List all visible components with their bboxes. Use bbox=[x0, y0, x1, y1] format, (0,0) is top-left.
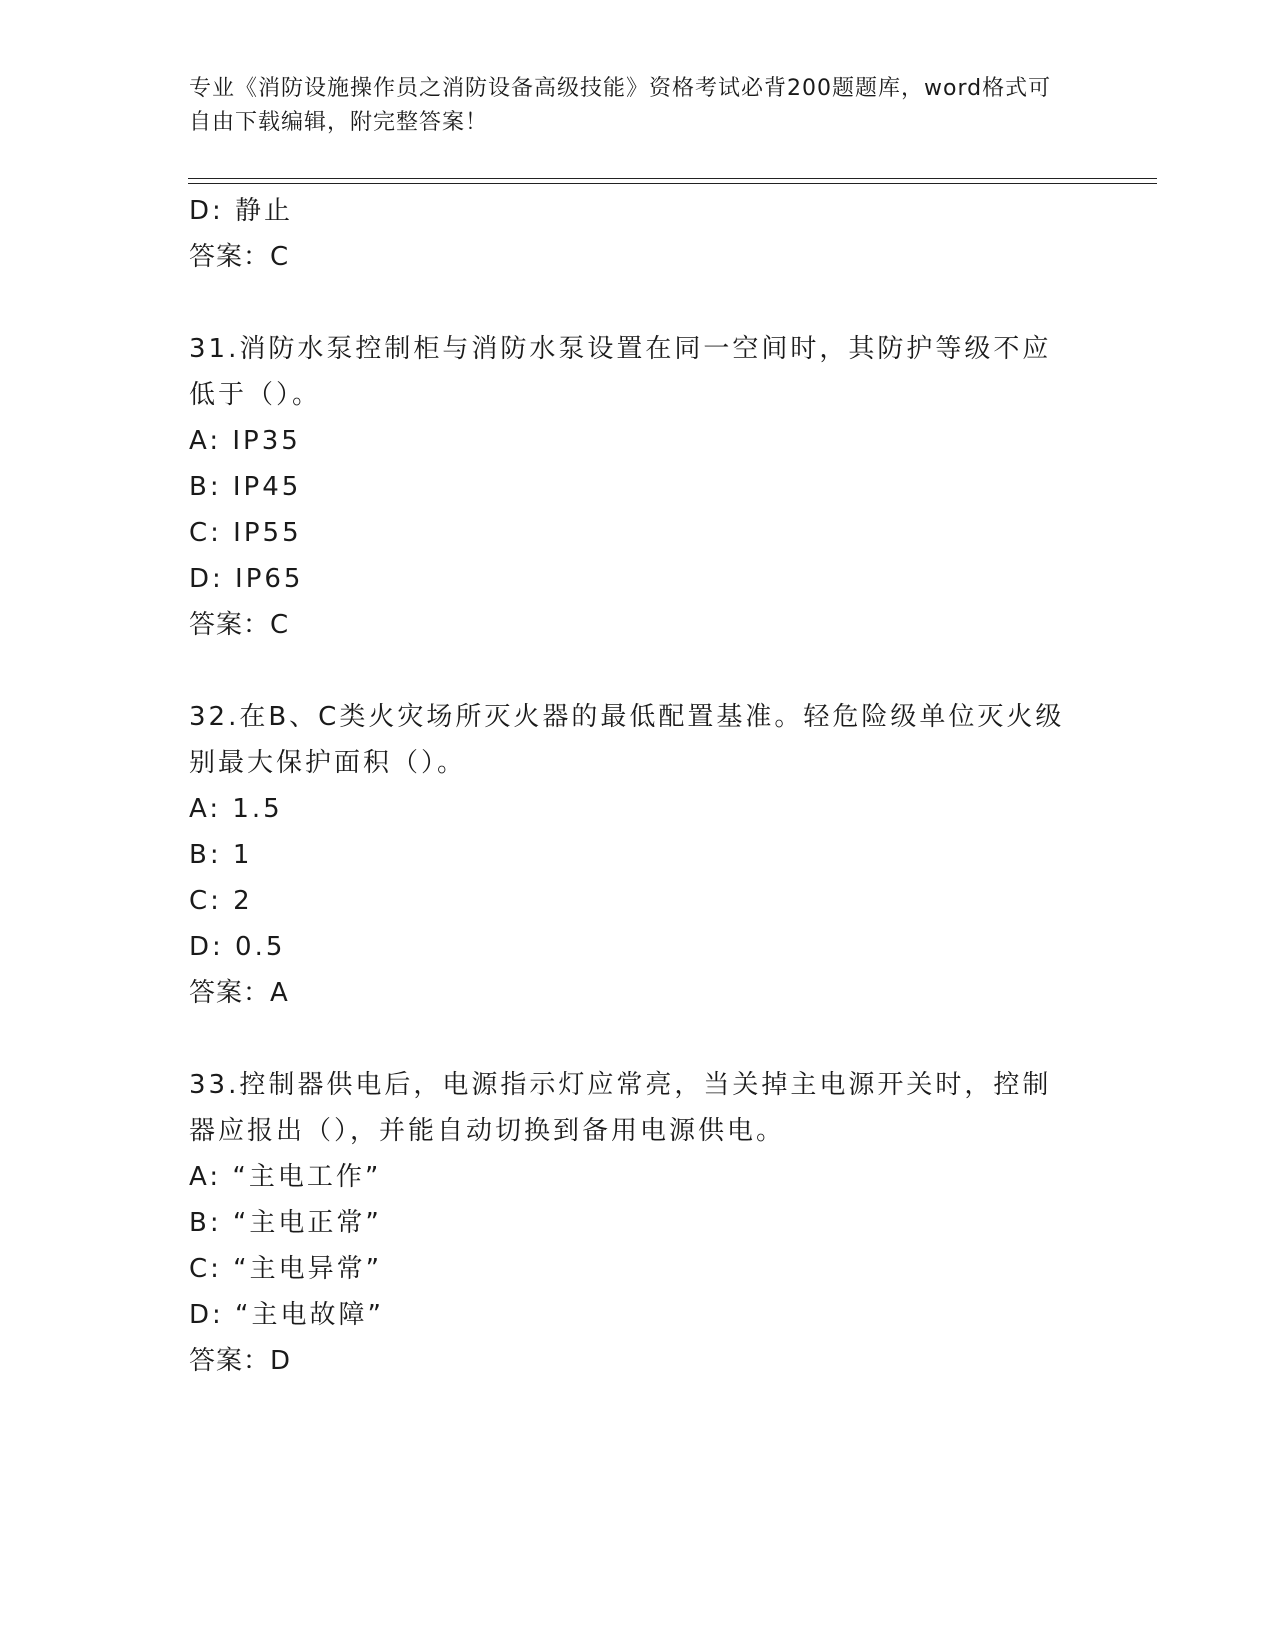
spacer bbox=[189, 280, 1089, 326]
spacer bbox=[189, 1016, 1089, 1062]
question-text: 32.在B、C类火灾场所灭火器的最低配置基准。轻危险级单位灭火级别最大保护面积（）。 bbox=[189, 702, 1065, 778]
option-d: D: 静止 bbox=[189, 196, 294, 226]
option-a: A: “主电工作” bbox=[189, 1162, 382, 1192]
answer-line: 答案：C bbox=[189, 242, 290, 272]
option-c: C: “主电异常” bbox=[189, 1254, 383, 1284]
option-c: C: IP55 bbox=[189, 518, 302, 548]
question-text: 33.控制器供电后，电源指示灯应常亮，当关掉主电源开关时，控制器应报出（），并能自动切换到备用电源供电。 bbox=[189, 1070, 1052, 1146]
answer-line: 答案：D bbox=[189, 1346, 292, 1376]
option-d: D: “主电故障” bbox=[189, 1300, 384, 1330]
option-d: D: IP65 bbox=[189, 564, 304, 594]
option-b: B: 1 bbox=[189, 840, 253, 870]
spacer bbox=[189, 648, 1089, 694]
question-list bbox=[189, 188, 1089, 1384]
question-31 bbox=[189, 326, 1089, 648]
option-d: D: 0.5 bbox=[189, 932, 286, 962]
question-32 bbox=[189, 694, 1089, 1016]
option-b: B: “主电正常” bbox=[189, 1208, 382, 1238]
header-rule-top bbox=[188, 178, 1157, 179]
option-c: C: 2 bbox=[189, 886, 253, 916]
answer-line: 答案：A bbox=[189, 978, 289, 1008]
header-rule-bottom bbox=[188, 183, 1157, 184]
question-text: 31.消防水泵控制柜与消防水泵设置在同一空间时，其防护等级不应低于（）。 bbox=[189, 334, 1052, 410]
option-a: A: 1.5 bbox=[189, 794, 283, 824]
document-header: 专业《消防设施操作员之消防设备高级技能》资格考试必背200题题库，word格式可自由下载编辑，附完整答案！ bbox=[189, 76, 1052, 135]
answer-line: 答案：C bbox=[189, 610, 290, 640]
question-33 bbox=[189, 1062, 1089, 1384]
option-a: A: IP35 bbox=[189, 426, 301, 456]
option-b: B: IP45 bbox=[189, 472, 302, 502]
